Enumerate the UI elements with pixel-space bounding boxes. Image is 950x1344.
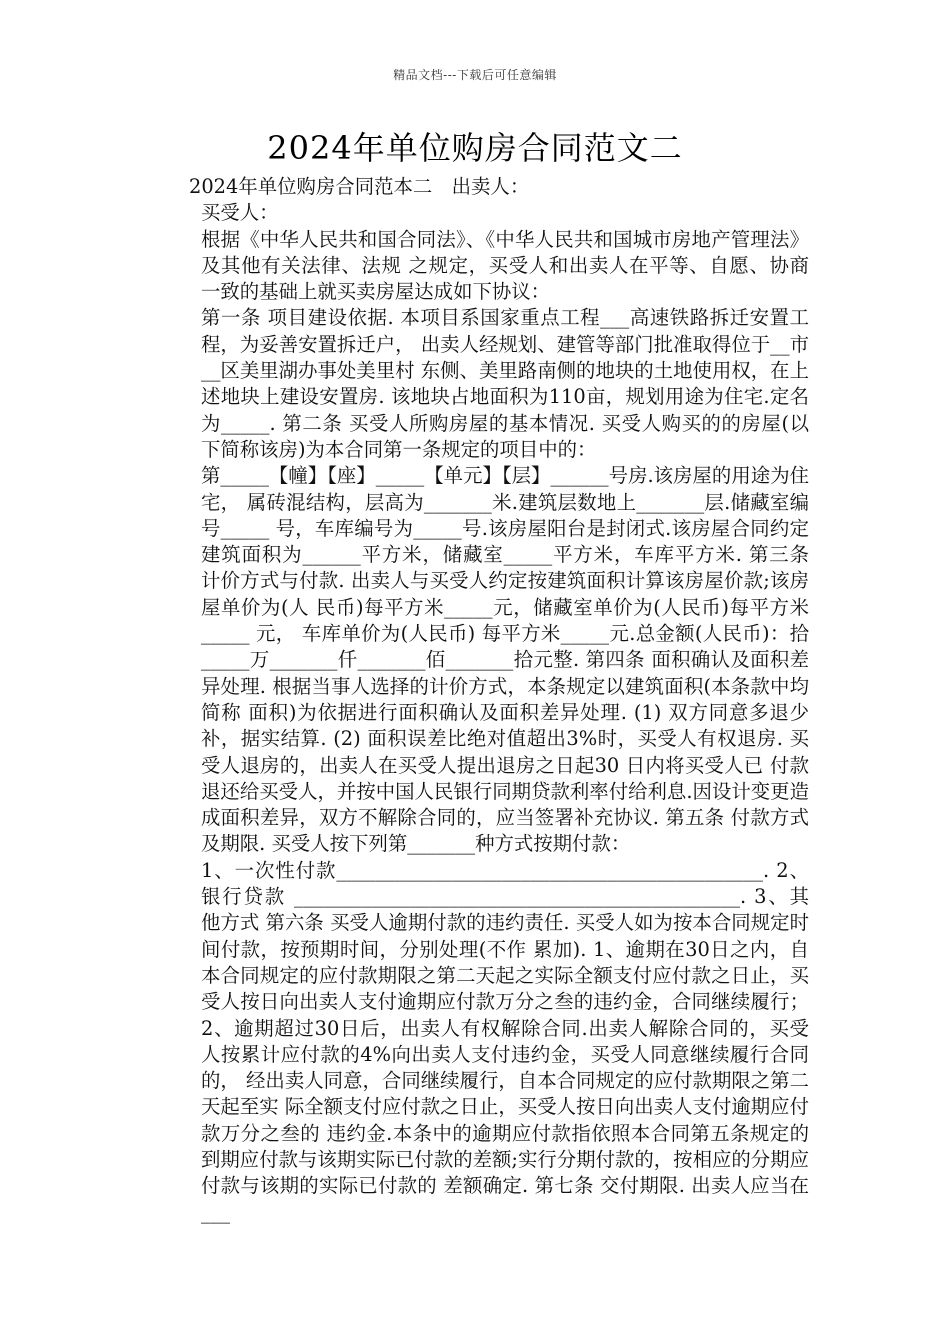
document-body: [143, 174, 809, 1226]
page-header: 精品文档---下载后可任意编辑: [393, 68, 557, 82]
document-title: 2024年单位购房合同范文二: [267, 129, 683, 167]
buyer-line: 买受人：: [201, 201, 279, 225]
preamble-paragraph: 根据《中华人民共和国合同法》、《中华人民共和国城市房地产管理法》及其他有关法律、法规 之规定，买受人和出卖人在平等、自愿、协商 一致的基础上就买卖房屋达成如下协议：: [201, 227, 809, 304]
contract-subtitle: 2024年单位购房合同范本二 出卖人：: [189, 175, 530, 198]
article-one-paragraph: 第一条 项目建设依据. 本项目系国家重点工程___高速铁路拆迁安置工程，为妥善安置拆迁户， 出卖人经规划、建管等部门批准取得位于__市__区美里湖办事处美里村 东侧、美里路南侧的地块的土地使用权，在上述地块上建设安置房. 该地块占地面积为110亩，规划用途为住宅.定名为_____. 第二条 买受人所购房屋的基本情况. 买受人购买的的房屋(以下简称该房)为本合同第一条规定的项目中的：: [201, 306, 809, 461]
house-details-paragraph: 第_____【幢】【座】_____【单元】【层】______号房.该房屋的用途为住宅， 属砖混结构，层高为_______米.建筑层数地上_______层.储藏室编号_____ 号，车库编号为_____号.该房屋阳台是封闭式.该房屋合同约定建筑面积为______平方米，储藏室_____平方米，车库平方米. 第三条 计价方式与付款. 出卖人与买受人约定按建筑面积计算该房屋价款;该房屋单价为(人 民币)每平方米_____元，储藏室单价为(人民币)每平方米 _____ 元， 车库单价为(人民币) 每平方米_____元.总金额(人民币)：拾_____万_______仟_______佰_______拾元整. 第四条 面积确认及面积差异处理. 根据当事人选择的计价方式，本条规定以建筑面积(本条款中均简称 面积)为依据进行面积确认及面积差异处理. (1) 双方同意多退少补，据实结算. (2) 面积误差比绝对值超出3%时，买受人有权退房. 买受人退房的，出卖人在买受人提出退房之日起30 日内将买受人已 付款退还给买受人，并按中国人民银行同期贷款利率付给利息.因设计变更造成面积差异，双方不解除合同的，应当签署补充协议. 第五条 付款方式及期限. 买受人按下列第_______种方式按期付款：: [201, 464, 809, 856]
payment-methods-paragraph: 1、一次性付款____________________________________________. 2、银行贷款 ______________________________________________. 3、其他方式 第六条 买受人逾期付款的违约责任. 买受人如为按本合同规定时间付款，按预期时间，分别处理(不作 累加). 1、逾期在30日之内，自本合同规定的应付款期限之第二天起之实际全额支付应付款之日止，买受人按日向出卖人支付逾期应付款万分之叁的违约金，合同继续履行； 2、逾期超过30日后，出卖人有权解除合同.出卖人解除合同的，买受 人按累计应付款的4%向出卖人支付违约金，买受人同意继续履行合同的， 经出卖人同意，合同继续履行，自本合同规定的应付款期限之第二天起至实 际全额支付应付款之日止，买受人按日向出卖人支付逾期应付款万分之叁的 违约金.本条中的逾期应付款指依照本合同第五条规定的到期应付款与该期实际已付款的差额;实行分期付款的，按相应的分期应付款与该期的实际已付款的 差额确定. 第七条 交付期限. 出卖人应当在___: [201, 858, 809, 1224]
